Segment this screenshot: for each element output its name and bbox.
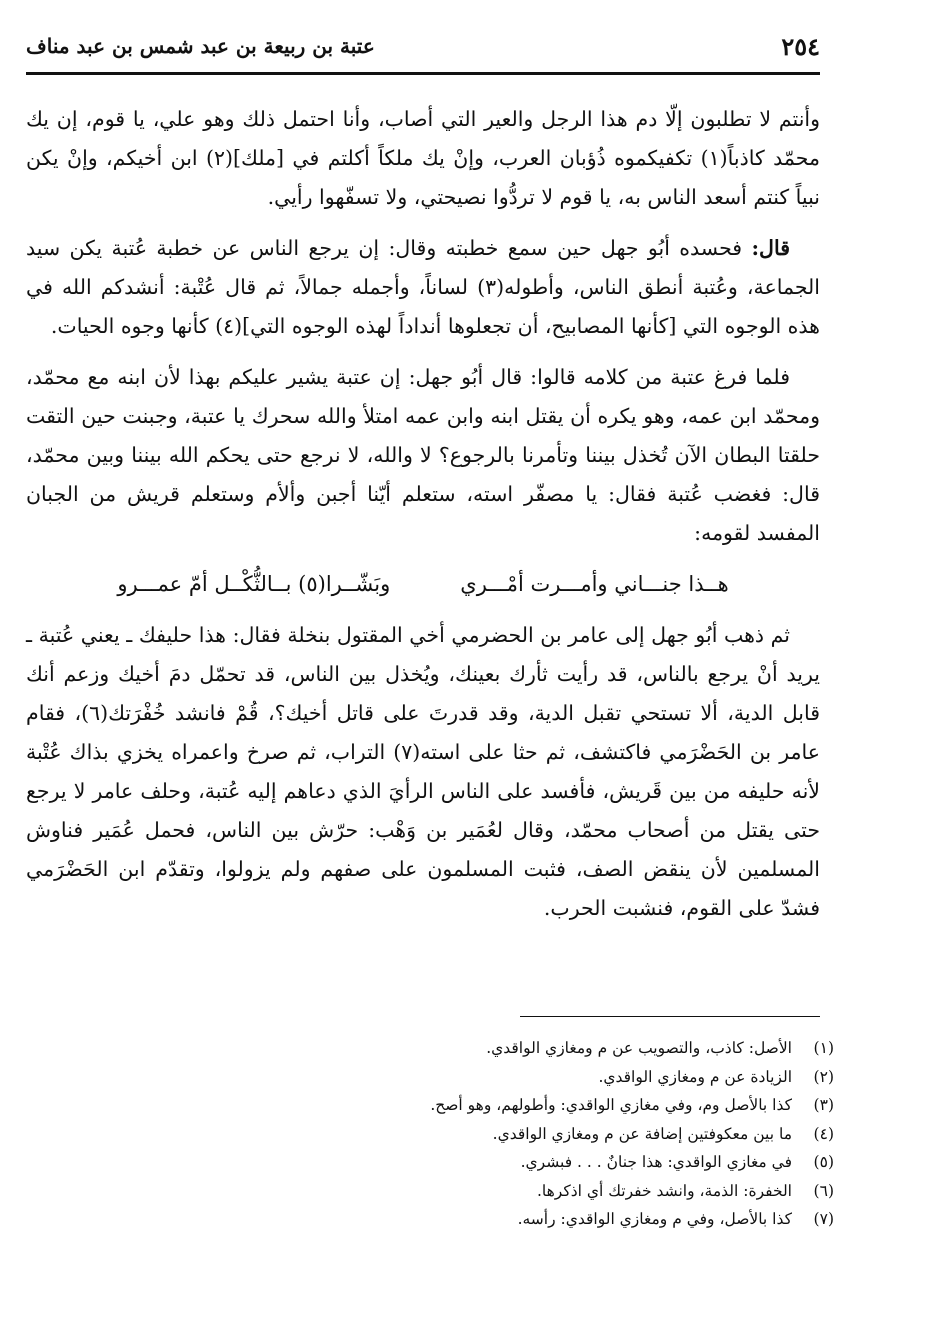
footnote-number: (٣) — [813, 1096, 834, 1114]
footnotes — [40, 1034, 834, 1234]
footnote-item — [40, 1091, 834, 1120]
footnote-text: ما بين معكوفتين إضافة عن م ومغازي الواقدي. — [492, 1124, 792, 1143]
footnote-item — [40, 1063, 834, 1092]
main-text — [26, 100, 820, 940]
footnote-number: (٦) — [813, 1181, 834, 1200]
running-title: عتبة بن ربيعة بن عبد شمس بن عبد مناف — [26, 34, 375, 58]
page-header — [26, 26, 820, 75]
footnote-item — [40, 1148, 834, 1177]
footnote-item — [40, 1177, 834, 1206]
verse-second-hemistich: وبَشّــرا(٥) بــالثُّكْــل أمّ عمـــرو — [117, 572, 391, 596]
footnote-text: كذا بالأصل، وفي م ومغازي الواقدي: رأسه. — [517, 1210, 792, 1228]
footnote-number: (٢) — [813, 1067, 834, 1086]
poetry-verse — [26, 565, 820, 604]
footnote-number: (٥) — [813, 1153, 834, 1171]
footnote-text: كذا بالأصل وم، وفي مغازي الواقدي: وأطولهم، وهو أصح. — [430, 1096, 792, 1114]
footnote-divider — [520, 1016, 820, 1017]
verse-first-hemistich: هــذا جنـــاني وأمـــرت أمْـــري — [460, 572, 729, 596]
paragraph-2-text: فحسده أبُو جهل حين سمع خطبته وقال: إن يرجع الناس عن خطبة عُتبة يكن سيد الجماعة، وعُتبة أنطق الناس، وأطوله(٣) لساناً، وأجمله جمالاً، ثم قال عُتْبة: أنشدكم الله في هذه الوجوه التي [كأنها المصابيح، أن تجعلوها أنداداً لهذه الوجوه التي](٤) كأنها وجوه الحيات. — [26, 236, 820, 338]
footnote-number: (١) — [813, 1039, 834, 1057]
footnote-item — [40, 1034, 834, 1063]
paragraph-2 — [26, 229, 820, 346]
footnote-item — [40, 1205, 834, 1234]
page-number: ٢٥٤ — [781, 32, 820, 61]
paragraph-1: وأنتم لا تطلبون إلّا دم هذا الرجل والعير التي أصاب، وأنا احتمل ذلك وهو علي، يا قوم، إن يك محمّد كاذباً(١) تكفيكموه ذُؤبان العرب، وإنْ يك ملكاً أكلتم في [ملك](٢) ابن أخيكم، وإنْ يكن نبياً كنتم أسعد الناس به، يا قوم لا تردُّوا نصيحتي، ولا تسفّهوا رأيي. — [26, 107, 820, 209]
paragraph-2-lead: قال: — [751, 236, 790, 260]
footnote-text: في مغازي الواقدي: هذا جنانٌ . . . فبشري. — [520, 1153, 792, 1171]
footnote-text: الأصل: كاذب، والتصويب عن م ومغازي الواقدي. — [486, 1039, 792, 1057]
footnote-text: الخفرة: الذمة، وانشد خفرتك أي اذكرها. — [536, 1181, 792, 1200]
paragraph-3: فلما فرغ عتبة من كلامه قالوا: قال أبُو جهل: إن عتبة يشير عليكم بهذا لأن ابنه مع محمّد، ومحمّد ابن عمه، وهو يكره أن يقتل ابنه وابن عمه امتلأ والله سحرك يا عتبة، وجبنت حين التقت حلقتا البطان الآن تُخذل بيننا وتأمرنا بالرجوع؟ لا والله، لا نرجع حتى يحكم الله بيننا وبين محمّد، قال: فغضب عُتبة فقال: يا مصفّر استه، ستعلم أيّنا أجبن وألأم وستعلم قريش من الجبان المفسد لقومه: — [26, 365, 820, 545]
footnote-item — [40, 1120, 834, 1149]
footnote-text: الزيادة عن م ومغازي الواقدي. — [598, 1067, 792, 1086]
footnote-number: (٤) — [813, 1124, 834, 1143]
paragraph-4: ثم ذهب أبُو جهل إلى عامر بن الحضرمي أخي المقتول بنخلة فقال: هذا حليفك ـ يعني عُتبة ـ يريد أنْ يرجع بالناس، قد رأيت ثأرك بعينك، ويُخذل بين الناس، قد تحمّل دمَ أخيك وزعم أنك قابل الدية، ألا تستحي تقبل الدية، وقد قدرتَ على قاتل أخيك؟، قُمْ فانشد خُفْرَتك(٦)، فقام عامر بن الحَضْرَمي فاكتشف، ثم حثا على استه(٧) التراب، ثم صرخ واعمراه يخزي بذاك عُتْبة لأنه حليفه من بين قَريش، فأفسد على الناس الرأيَ الذي دعاهم إليه عُتبة، وحلف عامر لا يرجع حتى يقتل من أصحاب محمّد، وقال لعُمَير بن وَهْب: حرّش بين الناس، فحمل عُمَير فناوش المسلمين لأن ينقض الصف، فثبت المسلمون على صفهم ولم يزولوا، وتقدّم ابن الحَضْرَمي فشدّ على القوم، فنشبت الحرب. — [26, 623, 820, 920]
footnote-number: (٧) — [813, 1210, 834, 1228]
